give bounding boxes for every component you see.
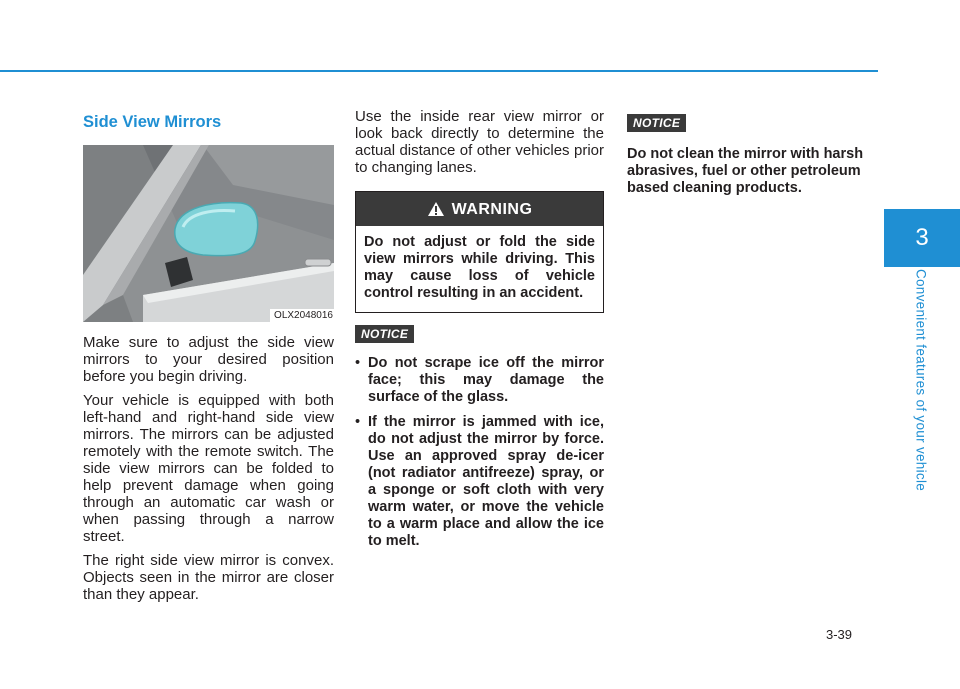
page-number: 3-39 — [826, 627, 853, 642]
notice-badge: NOTICE — [355, 325, 414, 343]
image-code: OLX2048016 — [270, 309, 334, 322]
section-title: Side View Mirrors — [83, 113, 222, 131]
warning-text: Do not adjust or fold the side view mirrors while driving. This may cause loss of vehicle control resulting in an accident. — [364, 234, 595, 301]
side-mirror-illustration — [83, 145, 334, 322]
warning-label: WARNING — [451, 200, 533, 218]
list-item: • Do not scrape ice off the mirror face; this may damage the surface of the glass. — [355, 355, 604, 406]
list-item: • If the mirror is jammed with ice, do not adjust the mirror by force. Use an approved spray de-icer (not radiator antifreeze) spray, or a sponge or soft cloth with very warm water, or move the vehicle to a warm place and allow the ice to melt. — [355, 414, 604, 550]
chapter-title: Convenient features of your vehicle — [913, 268, 929, 492]
warning-header — [356, 192, 603, 226]
chapter-number: 3 — [915, 224, 929, 251]
warning-box — [355, 191, 604, 313]
chapter-tab — [884, 209, 960, 267]
notice-text: Do not clean the mirror with harsh abrasives, fuel or other petroleum based cleaning products. — [627, 146, 864, 196]
warning-triangle-icon — [427, 201, 445, 217]
intro-paragraph: Use the inside rear view mirror or look back directly to determine the actual distance of other vehicles prior to changing lanes. — [355, 108, 604, 176]
middle-column — [355, 108, 604, 558]
paragraph: Make sure to adjust the side view mirrors to your desired position before you begin driving. — [83, 334, 334, 385]
side-mirror-drawing — [83, 145, 334, 322]
left-column — [83, 108, 334, 610]
paragraph: Your vehicle is equipped with both left-hand and right-hand side view mirrors. The mirrors can be adjusted remotely with the remote switch. The side view mirrors can be folded to help prevent damage when going through an automatic car wash or when passing through a narrow street. — [83, 392, 334, 545]
notice-list — [355, 355, 604, 550]
right-column — [627, 108, 879, 197]
header-rule — [0, 70, 878, 72]
notice-badge: NOTICE — [627, 114, 686, 132]
paragraph: The right side view mirror is convex. Objects seen in the mirror are closer than they appear. — [83, 552, 334, 603]
